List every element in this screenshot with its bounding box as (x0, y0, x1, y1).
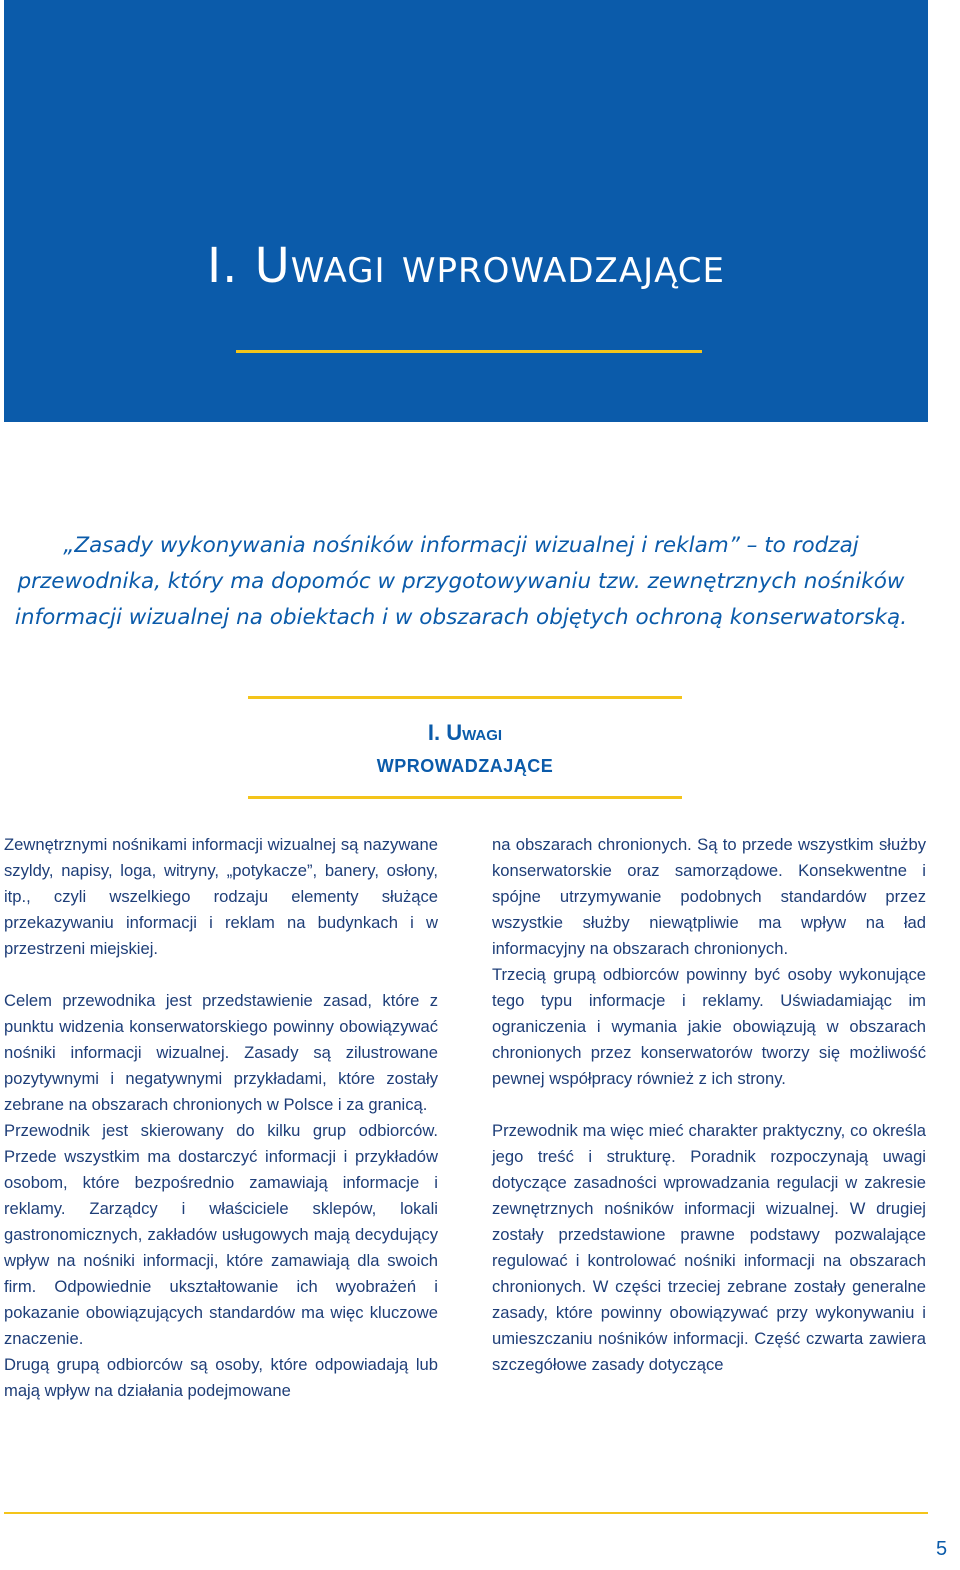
section-title-line2: WPROWADZAJĄCE (376, 756, 554, 776)
banner-divider (236, 350, 702, 353)
paragraph: Przewodnik ma więc mieć charakter praktyczny, co określa jego treść i strukturę. Poradnik rozpoczynają uwagi dotyczące zasadności wprowadzania regulacji w zakresie zewnętrznych nośników informacji wizualnej. W drugiej zostały przedstawione prawne podstawy pozwalające regulować i kontrolować nośniki informacji na obszarach chronionych. W części trzeciej zebrane zostały generalne zasady, które powinny obowiązywać przy wykonywaniu i umieszczaniu nośników informacji. Część czwarta zawiera szczegółowe zasady dotyczące (492, 1121, 926, 1374)
intro-quote: „Zasady wykonywania nośników informacji wizualnej i reklam” – to rodzaj przewodnika, który ma dopomóc w przygotowywaniu tzw. zewnętrznych nośników informacji wizualnej na obiektach i w obszarach objętych ochroną konserwatorską. (14, 533, 908, 630)
paragraph: Zewnętrznymi nośnikami informacji wizualnej są nazywane szyldy, napisy, loga, witryny, „potykacze”, banery, osłony, itp., czyli wszelkiego rodzaju elementy służące przekazywaniu informacji i reklam na budynkach i w przestrzeni miejskiej. (4, 835, 438, 958)
paragraph: Celem przewodnika jest przedstawienie zasad, które z punktu widzenia konserwatorskiego powinny obowiązywać nośniki informacji wizualnej. Zasady są zilustrowane pozytywnymi i negatywnymi przykładami, które zostały zebrane na obszarach chronionych w Polsce i za granicą. (4, 991, 438, 1114)
chapter-banner (4, 0, 928, 422)
section-title-line1: I. Uwagi (427, 720, 503, 745)
paragraph: na obszarach chronionych. Są to przede wszystkim służby konserwatorskie oraz samorządowe. Konsekwentne i spójne utrzymywanie podobnych standardów przez wszystkie służby niewątpliwie ma wpływ na ład informacyjny na obszarach chronionych. (492, 835, 926, 958)
chapter-title: I. Uwagi wprowadzające (206, 238, 726, 294)
paragraph: Drugą grupą odbiorców są osoby, które odpowiadają lub mają wpływ na działania podejmowane (4, 1355, 438, 1400)
right-column (492, 832, 926, 1378)
section-divider-bottom (248, 796, 682, 799)
paragraph: Trzecią grupą odbiorców powinny być osoby wykonujące tego typu informacje i reklamy. Uświadamiając im ograniczenia i wymania jakie obowiązują w obszarach chronionych przez konserwatorów tworzy się możliwość pewnej współpracy również z ich strony. (492, 965, 926, 1088)
left-column (4, 832, 438, 1404)
footer-divider (4, 1512, 928, 1514)
page-number: 5 (936, 1538, 948, 1560)
paragraph: Przewodnik jest skierowany do kilku grup odbiorców. Przede wszystkim ma dostarczyć informacji i przykładów osobom, które bezpośrednio zamawiają informacje i reklamy. Zarządcy i właściciele sklepów, lokali gastronomicznych, zakładów usługowych mają decydujący wpływ na nośniki informacji, które zamawiają dla swoich firm. Odpowiednie ukształtowanie ich wyobrażeń i pokazanie obowiązujących standardów ma więc kluczowe znaczenie. (4, 1121, 438, 1348)
section-divider-top (248, 696, 682, 699)
